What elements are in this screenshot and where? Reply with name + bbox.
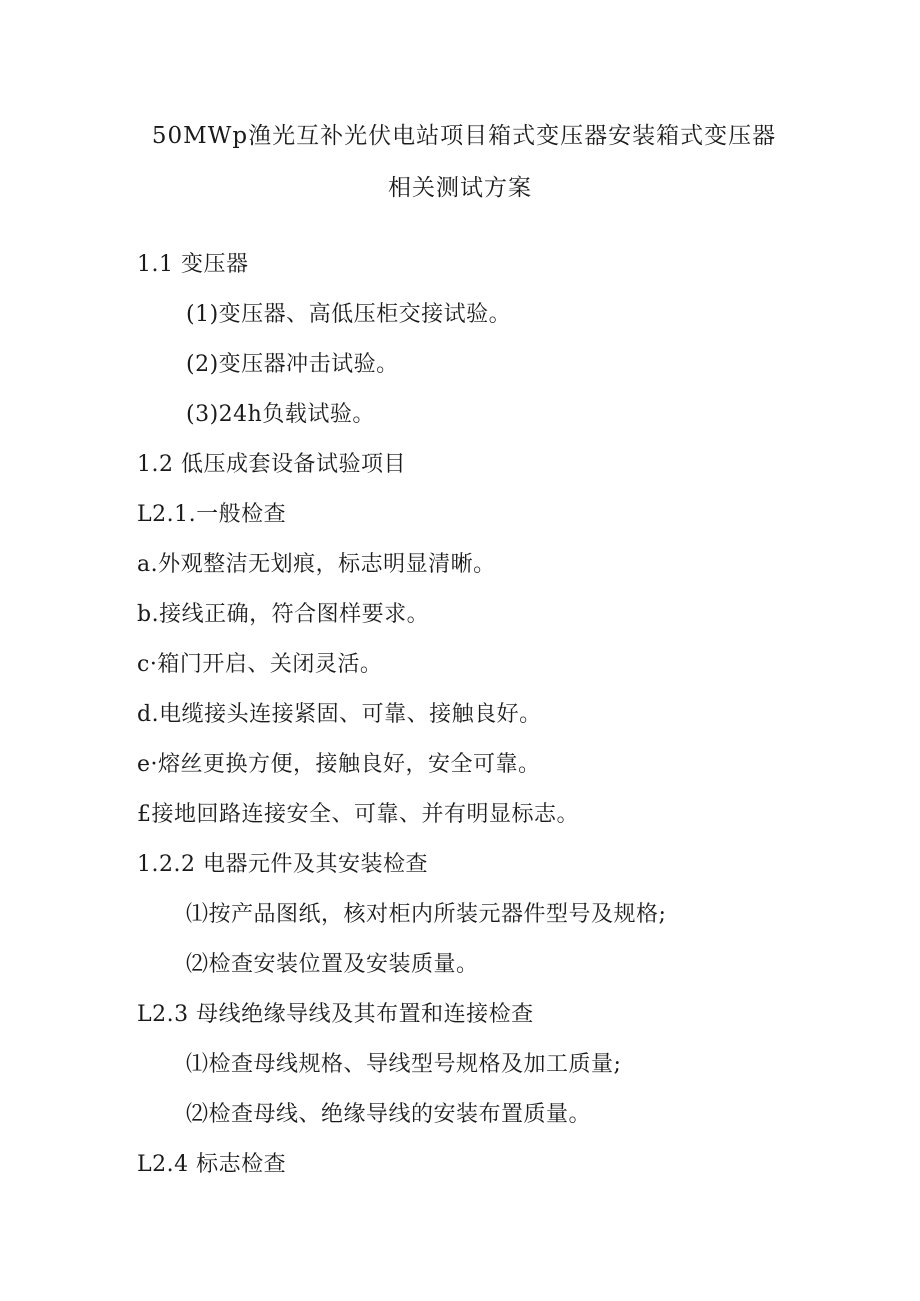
subsection-heading: L2.4 标志检查 bbox=[137, 1152, 287, 1177]
list-item: d.电缆接头连接紧固、可靠、接触良好。 bbox=[137, 702, 542, 727]
list-item: £接地回路连接安全、可靠、并有明显标志。 bbox=[137, 802, 579, 827]
list-item: e·熔丝更换方便，接触良好，安全可靠。 bbox=[137, 752, 541, 777]
document-title-line-2: 相关测试方案 bbox=[388, 175, 532, 201]
list-item: (1)变压器、高低压柜交接试验。 bbox=[186, 302, 512, 327]
list-item: (3)24h负载试验。 bbox=[186, 402, 375, 427]
section-heading-1-1: 1.1 变压器 bbox=[137, 252, 249, 277]
section-heading-1-2: 1.2 低压成套设备试验项目 bbox=[137, 452, 406, 477]
subsection-heading: 1.2.2 电器元件及其安装检查 bbox=[137, 852, 428, 877]
list-item: ⑴按产品图纸，核对柜内所装元器件型号及规格; bbox=[186, 902, 667, 927]
subsection-heading: L2.1.一般检查 bbox=[137, 502, 287, 527]
list-item: ⑵检查母线、绝缘导线的安装布置质量。 bbox=[186, 1102, 592, 1127]
list-item: b.接线正确，符合图样要求。 bbox=[137, 602, 430, 627]
list-item: ⑴检查母线规格、导线型号规格及加工质量; bbox=[186, 1052, 622, 1077]
subsection-heading: L2.3 母线绝缘导线及其布置和连接检查 bbox=[137, 1002, 534, 1027]
list-item: a.外观整洁无划痕，标志明显清晰。 bbox=[137, 552, 496, 577]
list-item: (2)变压器冲击试验。 bbox=[186, 352, 399, 377]
list-item: c·箱门开启、关闭灵活。 bbox=[137, 652, 383, 677]
list-item: ⑵检查安装位置及安装质量。 bbox=[186, 952, 479, 977]
document-title-line-1: 50MWp渔光互补光伏电站项目箱式变压器安装箱式变压器 bbox=[151, 123, 777, 149]
